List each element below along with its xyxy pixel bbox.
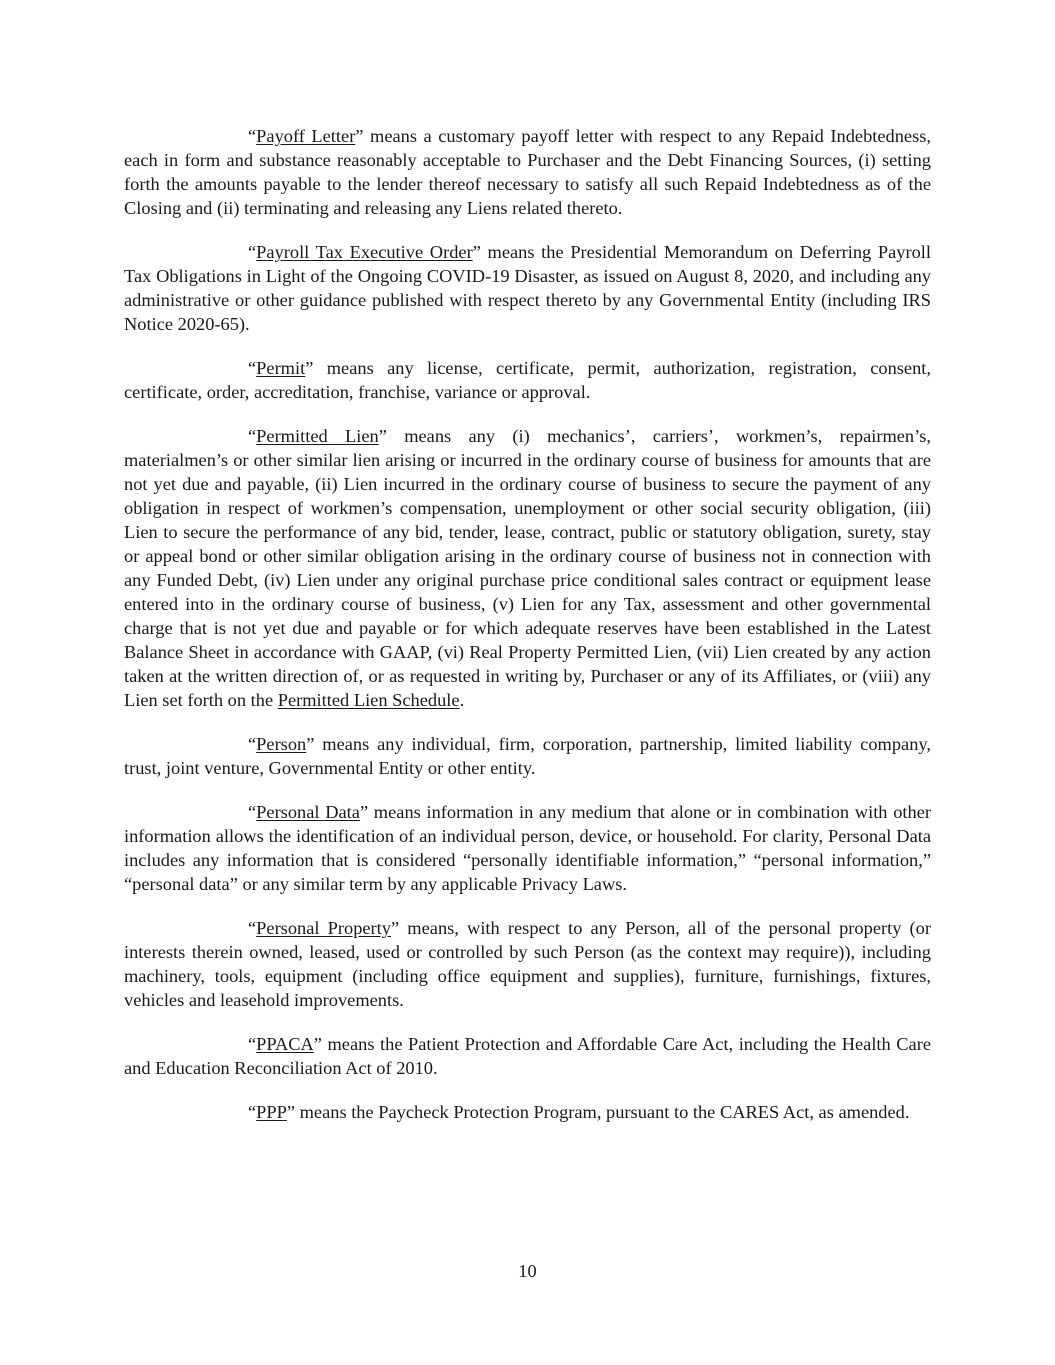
- definition-tail: .: [459, 690, 465, 710]
- definition-text: ” means any individual, firm, corporation, partnership, limited liability company, trust, joint venture, Governmental Entity or other entity.: [124, 734, 931, 778]
- definition-text: ” means the Presidential Memorandum on Deferring Payroll Tax Obligations in Light of the Ongoing COVID-19 Disaster, as issued on August 8, 2020, and including any administrative or other guidance published with respect thereto by any Governmental Entity (including IRS Notice 2020-65).: [124, 242, 932, 334]
- defined-term: Payoff Letter: [256, 126, 356, 146]
- open-quote: “: [248, 426, 257, 446]
- page-number: 10: [518, 1261, 537, 1281]
- definition-personal-property: [124, 916, 931, 1012]
- schedule-reference: Permitted Lien Schedule: [277, 690, 460, 710]
- open-quote: “: [248, 734, 257, 754]
- defined-term: Permit: [256, 358, 306, 378]
- definition-text: ” means, with respect to any Person, all of the personal property (or interests therein owned, leased, used or controlled by such Person (as the context may require)), including machinery, tools, equipment (including office equipment and supplies), furniture, furnishings, fixtures, vehicles and leasehold improvements.: [124, 918, 931, 1010]
- definition-personal-data: [124, 800, 931, 896]
- definition-person: [124, 732, 931, 780]
- definition-text: ” means the Paycheck Protection Program, pursuant to the CARES Act, as amended.: [286, 1102, 910, 1122]
- definition-text: ” means any license, certificate, permit, authorization, registration, consent, certificate, order, accreditation, franchise, variance or approval.: [124, 358, 931, 402]
- open-quote: “: [248, 358, 257, 378]
- definition-permitted-lien: [124, 424, 931, 712]
- defined-term: Personal Property: [256, 918, 391, 938]
- defined-term: PPP: [256, 1102, 287, 1122]
- defined-term: Permitted Lien: [256, 426, 379, 446]
- definition-text: ” means a customary payoff letter with respect to any Repaid Indebtedness, each in form and substance reasonably acceptable to Purchaser and the Debt Financing Sources, (i) setting forth the amounts payable to the lender thereof necessary to satisfy all such Repaid Indebtedness as of the Closing and (ii) terminating and releasing any Liens related thereto.: [124, 126, 932, 218]
- definition-permit: [124, 356, 931, 404]
- document-page: [124, 124, 931, 1144]
- definition-payroll-tax-executive-order: [124, 240, 931, 336]
- definition-text: ” means any (i) mechanics’, carriers’, workmen’s, repairmen’s, materialmen’s or other similar lien arising or incurred in the ordinary course of business for amounts that are not yet due and payable, (ii) Lien incurred in the ordinary course of business to secure the payment of any obligation in respect of workmen’s compensation, unemployment or other social security obligation, (iii) Lien to secure the performance of any bid, tender, lease, contract, public or statutory obligation, surety, stay or appeal bond or other similar obligation arising in the ordinary course of business not in connection with any Funded Debt, (iv) Lien under any original purchase price conditional sales contract or equipment lease entered into in the ordinary course of business, (v) Lien for any Tax, assessment and other governmental charge that is not yet due and payable or for which adequate reserves have been established in the Latest Balance Sheet in accordance with GAAP, (vi) Real Property Permitted Lien, (vii) Lien created by any action taken at the written direction of, or as requested in writing by, Purchaser or any of its Affiliates, or (viii) any Lien set forth on the: [124, 426, 931, 710]
- definition-ppaca: [124, 1032, 931, 1080]
- open-quote: “: [248, 242, 257, 262]
- defined-term: PPACA: [256, 1034, 314, 1054]
- definition-ppp: [124, 1100, 931, 1124]
- open-quote: “: [248, 126, 257, 146]
- definition-text: ” means the Patient Protection and Affordable Care Act, including the Health Care and Education Reconciliation Act of 2010.: [124, 1034, 931, 1078]
- defined-term: Person: [256, 734, 307, 754]
- open-quote: “: [248, 802, 257, 822]
- open-quote: “: [248, 1034, 257, 1054]
- open-quote: “: [248, 918, 257, 938]
- definition-payoff-letter: [124, 124, 931, 220]
- defined-term: Personal Data: [256, 802, 360, 822]
- open-quote: “: [248, 1102, 257, 1122]
- defined-term: Payroll Tax Executive Order: [256, 242, 473, 262]
- definition-text: ” means information in any medium that alone or in combination with other information allows the identification of an individual person, device, or household. For clarity, Personal Data includes any information that is considered “personally identifiable information,” “personal information,” “personal data” or any similar term by any applicable Privacy Laws.: [124, 802, 931, 894]
